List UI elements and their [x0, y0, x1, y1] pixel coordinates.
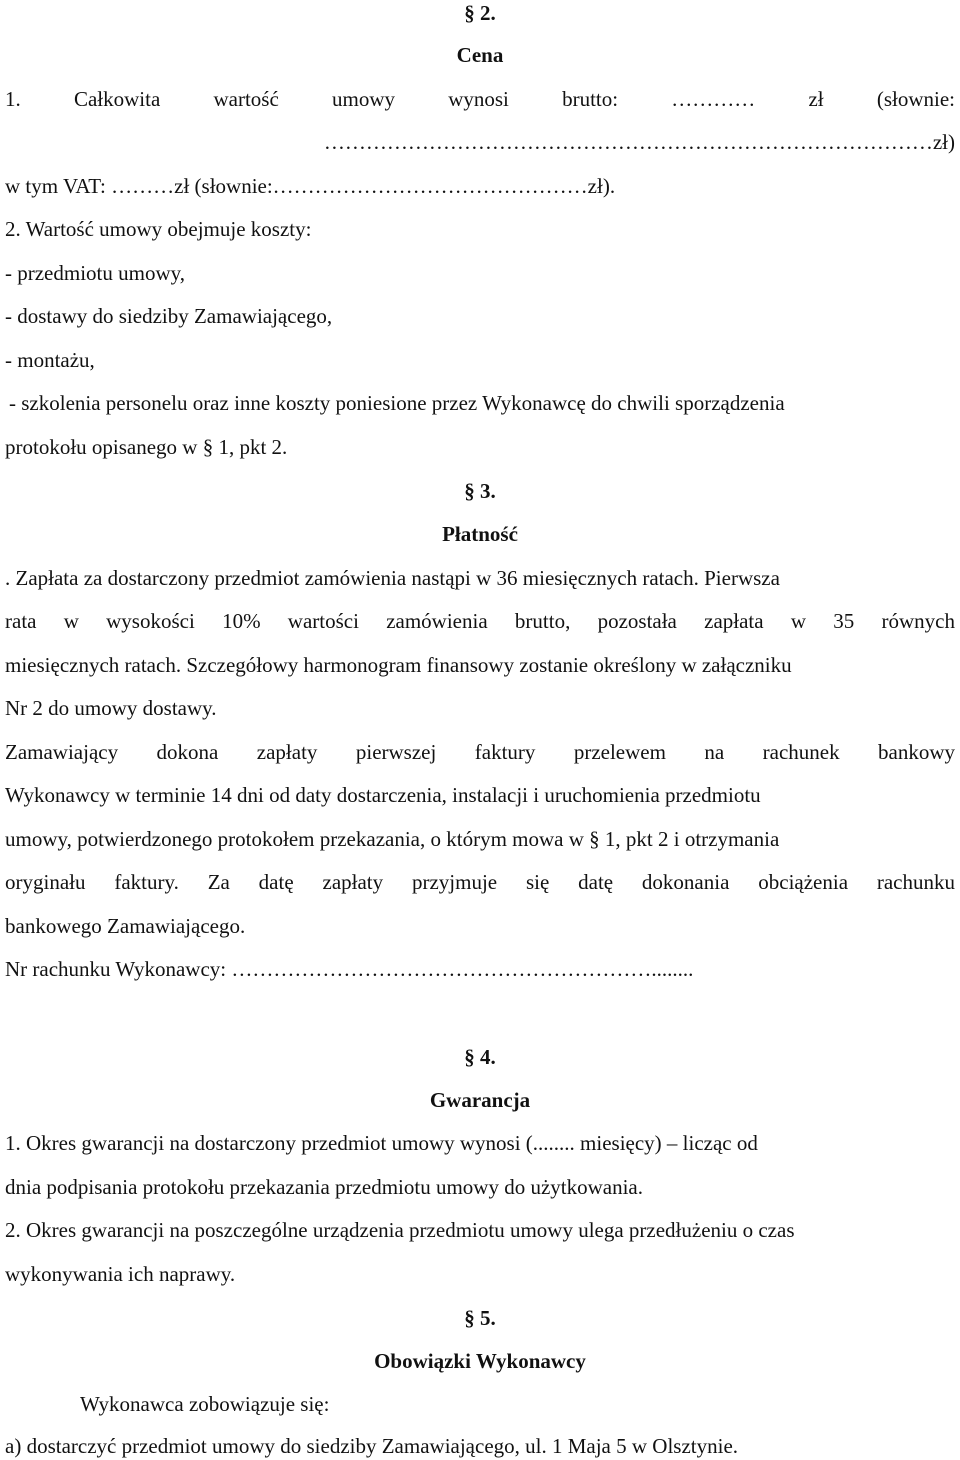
payment-line-7: umowy, potwierdzonego protokołem przekazania, o którym mowa w § 1, pkt 2 i otrzymania [5, 827, 780, 851]
warranty-line-1: 1. Okres gwarancji na dostarczony przedmiot umowy wynosi (........ miesięcy) – licząc od [5, 1131, 758, 1155]
payment-line-3: miesięcznych ratach. Szczegółowy harmonogram finansowy zostanie określony w załączniku [5, 653, 792, 677]
payment-line-5: Zamawiający dokona zapłaty pierwszej faktury przelewem na rachunek bankowy [5, 740, 955, 764]
price-line-1: 1. Całkowita wartość umowy wynosi brutto: ………… zł (słownie: [5, 87, 955, 111]
cost-item-3: - montażu, [5, 348, 95, 372]
price-line-2: ……………………………………………………………………………zł) [323, 130, 955, 154]
section-3-title: Płatność [442, 522, 518, 546]
section-2-title: Cena [456, 43, 504, 67]
warranty-line-4: wykonywania ich naprawy. [5, 1262, 236, 1286]
section-2-number: § 2. [464, 1, 496, 25]
account-number-line: Nr rachunku Wykonawcy: ……………………………………………………........ [5, 957, 694, 981]
payment-line-2: rata w wysokości 10% wartości zamówienia brutto, pozostała zapłata w 35 równych [5, 609, 955, 633]
cost-item-1: - przedmiotu umowy, [5, 261, 186, 285]
price-line-4: 2. Wartość umowy obejmuje koszty: [5, 217, 312, 241]
payment-line-8: oryginału faktury. Za datę zapłaty przyjmuje się datę dokonania obciążenia rachunku [5, 870, 955, 894]
payment-line-1: . Zapłata za dostarczony przedmiot zamówienia nastąpi w 36 miesięcznych ratach. Pierwsza [5, 566, 780, 590]
payment-line-4: Nr 2 do umowy dostawy. [5, 696, 217, 720]
section-4-number: § 4. [464, 1045, 496, 1069]
section-4-title: Gwarancja [429, 1088, 531, 1112]
cost-item-2: - dostawy do siedziby Zamawiającego, [5, 304, 333, 328]
section-3-number: § 3. [464, 479, 496, 503]
section-5-title: Obowiązki Wykonawcy [374, 1349, 586, 1373]
cost-item-4-cont: protokołu opisanego w § 1, pkt 2. [5, 435, 288, 459]
obligation-a: a) dostarczyć przedmiot umowy do siedziby Zamawiającego, ul. 1 Maja 5 w Olsztynie. [5, 1434, 739, 1458]
payment-line-9: bankowego Zamawiającego. [5, 914, 246, 938]
price-line-3: w tym VAT: ………zł (słownie:………………………………………zł). [5, 174, 616, 198]
cost-item-4: - szkolenia personelu oraz inne koszty poniesione przez Wykonawcę do chwili sporządzenia [9, 391, 785, 415]
obligations-intro: Wykonawca zobowiązuje się: [80, 1392, 330, 1416]
payment-line-6: Wykonawcy w terminie 14 dni od daty dostarczenia, instalacji i uruchomienia przedmiotu [5, 783, 761, 807]
warranty-line-2: dnia podpisania protokołu przekazania przedmiotu umowy do użytkowania. [5, 1175, 643, 1199]
section-5-number: § 5. [464, 1306, 496, 1330]
warranty-line-3: 2. Okres gwarancji na poszczególne urządzenia przedmiotu umowy ulega przedłużeniu o czas [5, 1218, 795, 1242]
